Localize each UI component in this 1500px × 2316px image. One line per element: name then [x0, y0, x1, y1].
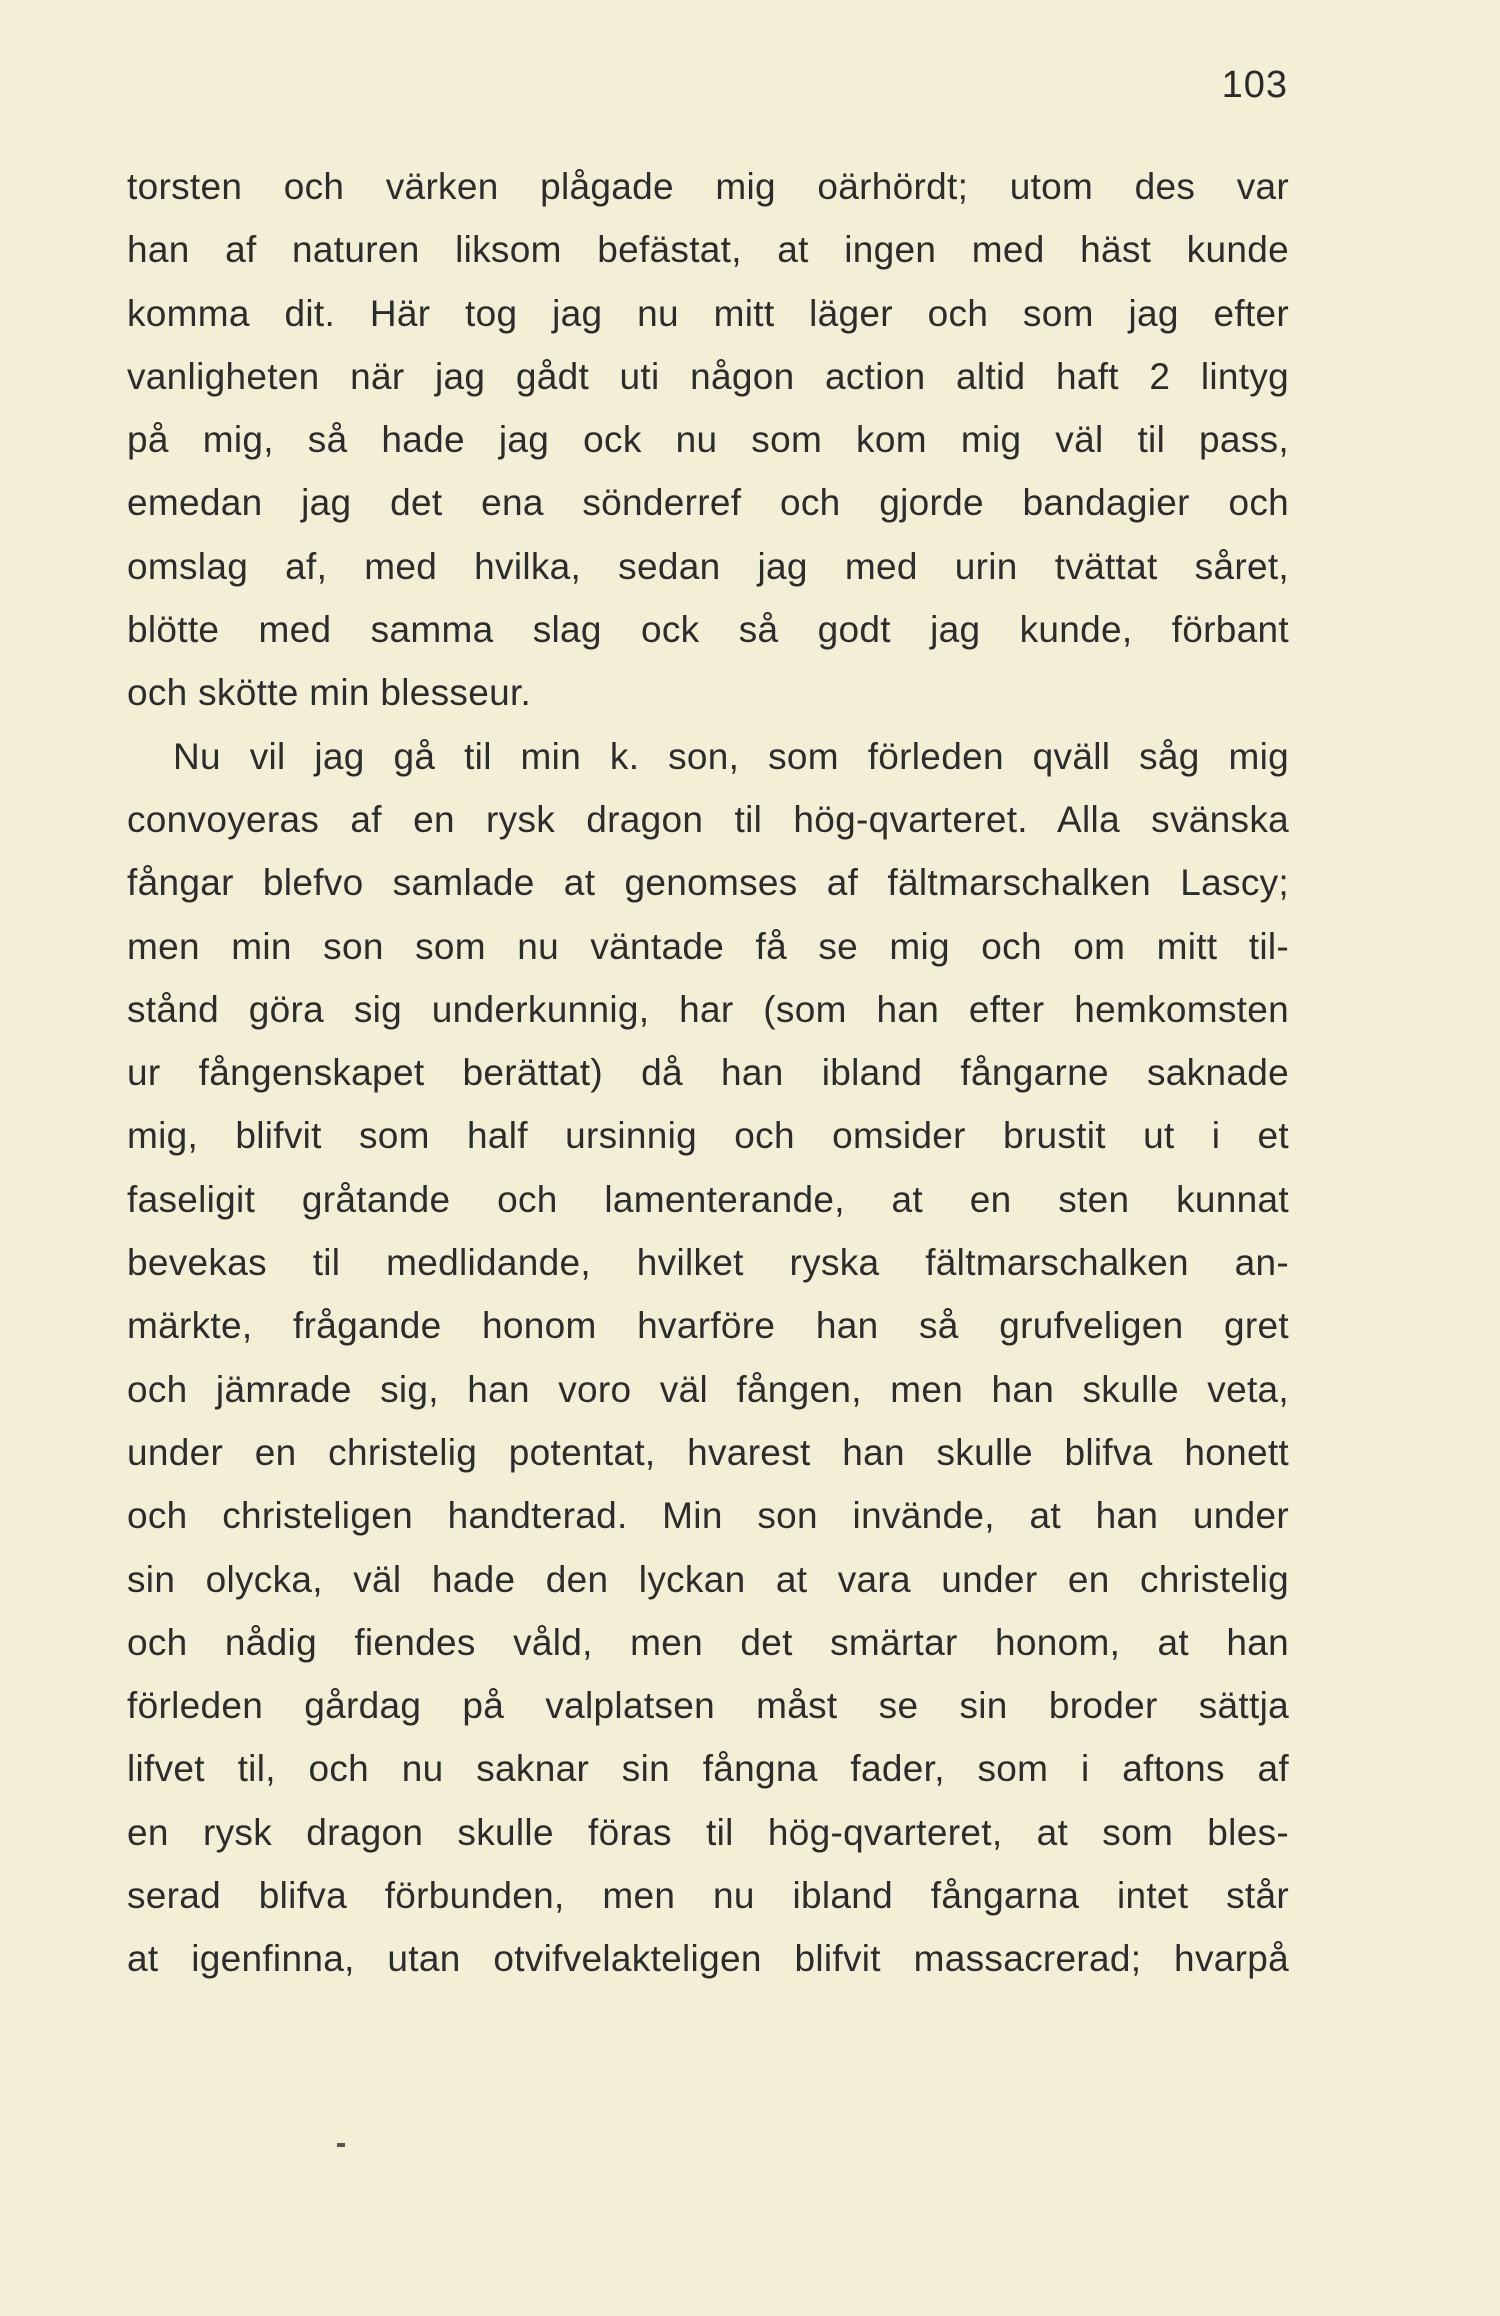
text-line: och christeligen handterad. Min son invände, at han under [127, 1495, 1289, 1537]
paragraph-2 [127, 725, 1289, 1991]
text-line: torsten och värken plågade mig oärhördt; utom des var [127, 166, 1289, 207]
text-line: at igenfinna, utan otvifvelakteligen blifvit massacrerad; hvarpå [127, 1938, 1289, 1980]
text-line: vanligheten när jag gådt uti någon action altid haft 2 lintyg [127, 355, 1289, 397]
text-line: förleden gårdag på valplatsen måst se sin broder sättja [127, 1685, 1289, 1727]
text-line: fångar blefvo samlade at genomses af fältmarschalken Lascy; [127, 862, 1289, 904]
text-line: en rysk dragon skulle föras til hög-qvarteret, at som bles- [127, 1811, 1289, 1853]
text-line: men min son som nu väntade få se mig och om mitt til- [127, 925, 1289, 967]
text-line: serad blifva förbunden, men nu ibland fångarna intet står [127, 1875, 1289, 1917]
text-line: under en christelig potentat, hvarest han skulle blifva honett [127, 1431, 1289, 1473]
text-line: på mig, så hade jag ock nu som kom mig väl til pass, [127, 419, 1289, 461]
text-line: blötte med samma slag ock så godt jag kunde, förbant [127, 609, 1289, 651]
paragraph-1 [127, 155, 1289, 725]
print-speck [337, 2143, 345, 2147]
text-line: bevekas til medlidande, hvilket ryska fältmarschalken an- [127, 1242, 1289, 1284]
text-line: emedan jag det ena sönderref och gjorde bandagier och [127, 482, 1289, 524]
text-line: och nådig fiendes våld, men det smärtar honom, at han [127, 1621, 1289, 1663]
text-line: lifvet til, och nu saknar sin fångna fader, som i aftons af [127, 1748, 1289, 1790]
text-line: komma dit. Här tog jag nu mitt läger och som jag efter [127, 292, 1289, 334]
body-text [127, 155, 1289, 1991]
text-line: faseligit gråtande och lamenterande, at en sten kunnat [127, 1178, 1289, 1220]
text-line: mig, blifvit som half ursinnig och omsider brustit ut i et [127, 1115, 1289, 1157]
text-line: Nu vil jag gå til min k. son, som förleden qväll såg mig [173, 735, 1289, 777]
text-line: omslag af, med hvilka, sedan jag med urin tvättat såret, [127, 545, 1289, 587]
text-line: märkte, frågande honom hvarföre han så grufveligen gret [127, 1305, 1289, 1347]
text-line: han af naturen liksom befästat, at ingen med häst kunde [127, 229, 1289, 271]
text-line: och skötte min blesseur. [127, 672, 532, 714]
text-line: ur fångenskapet berättat) då han ibland fångarne saknade [127, 1052, 1289, 1094]
page-number: 103 [1221, 64, 1288, 106]
text-line: och jämrade sig, han voro väl fången, men han skulle veta, [127, 1368, 1289, 1410]
text-line: stånd göra sig underkunnig, har (som han efter hemkomsten [127, 988, 1289, 1030]
text-line: convoyeras af en rysk dragon til hög-qvarteret. Alla svänska [127, 798, 1289, 840]
text-line: sin olycka, väl hade den lyckan at vara under en christelig [127, 1558, 1289, 1600]
